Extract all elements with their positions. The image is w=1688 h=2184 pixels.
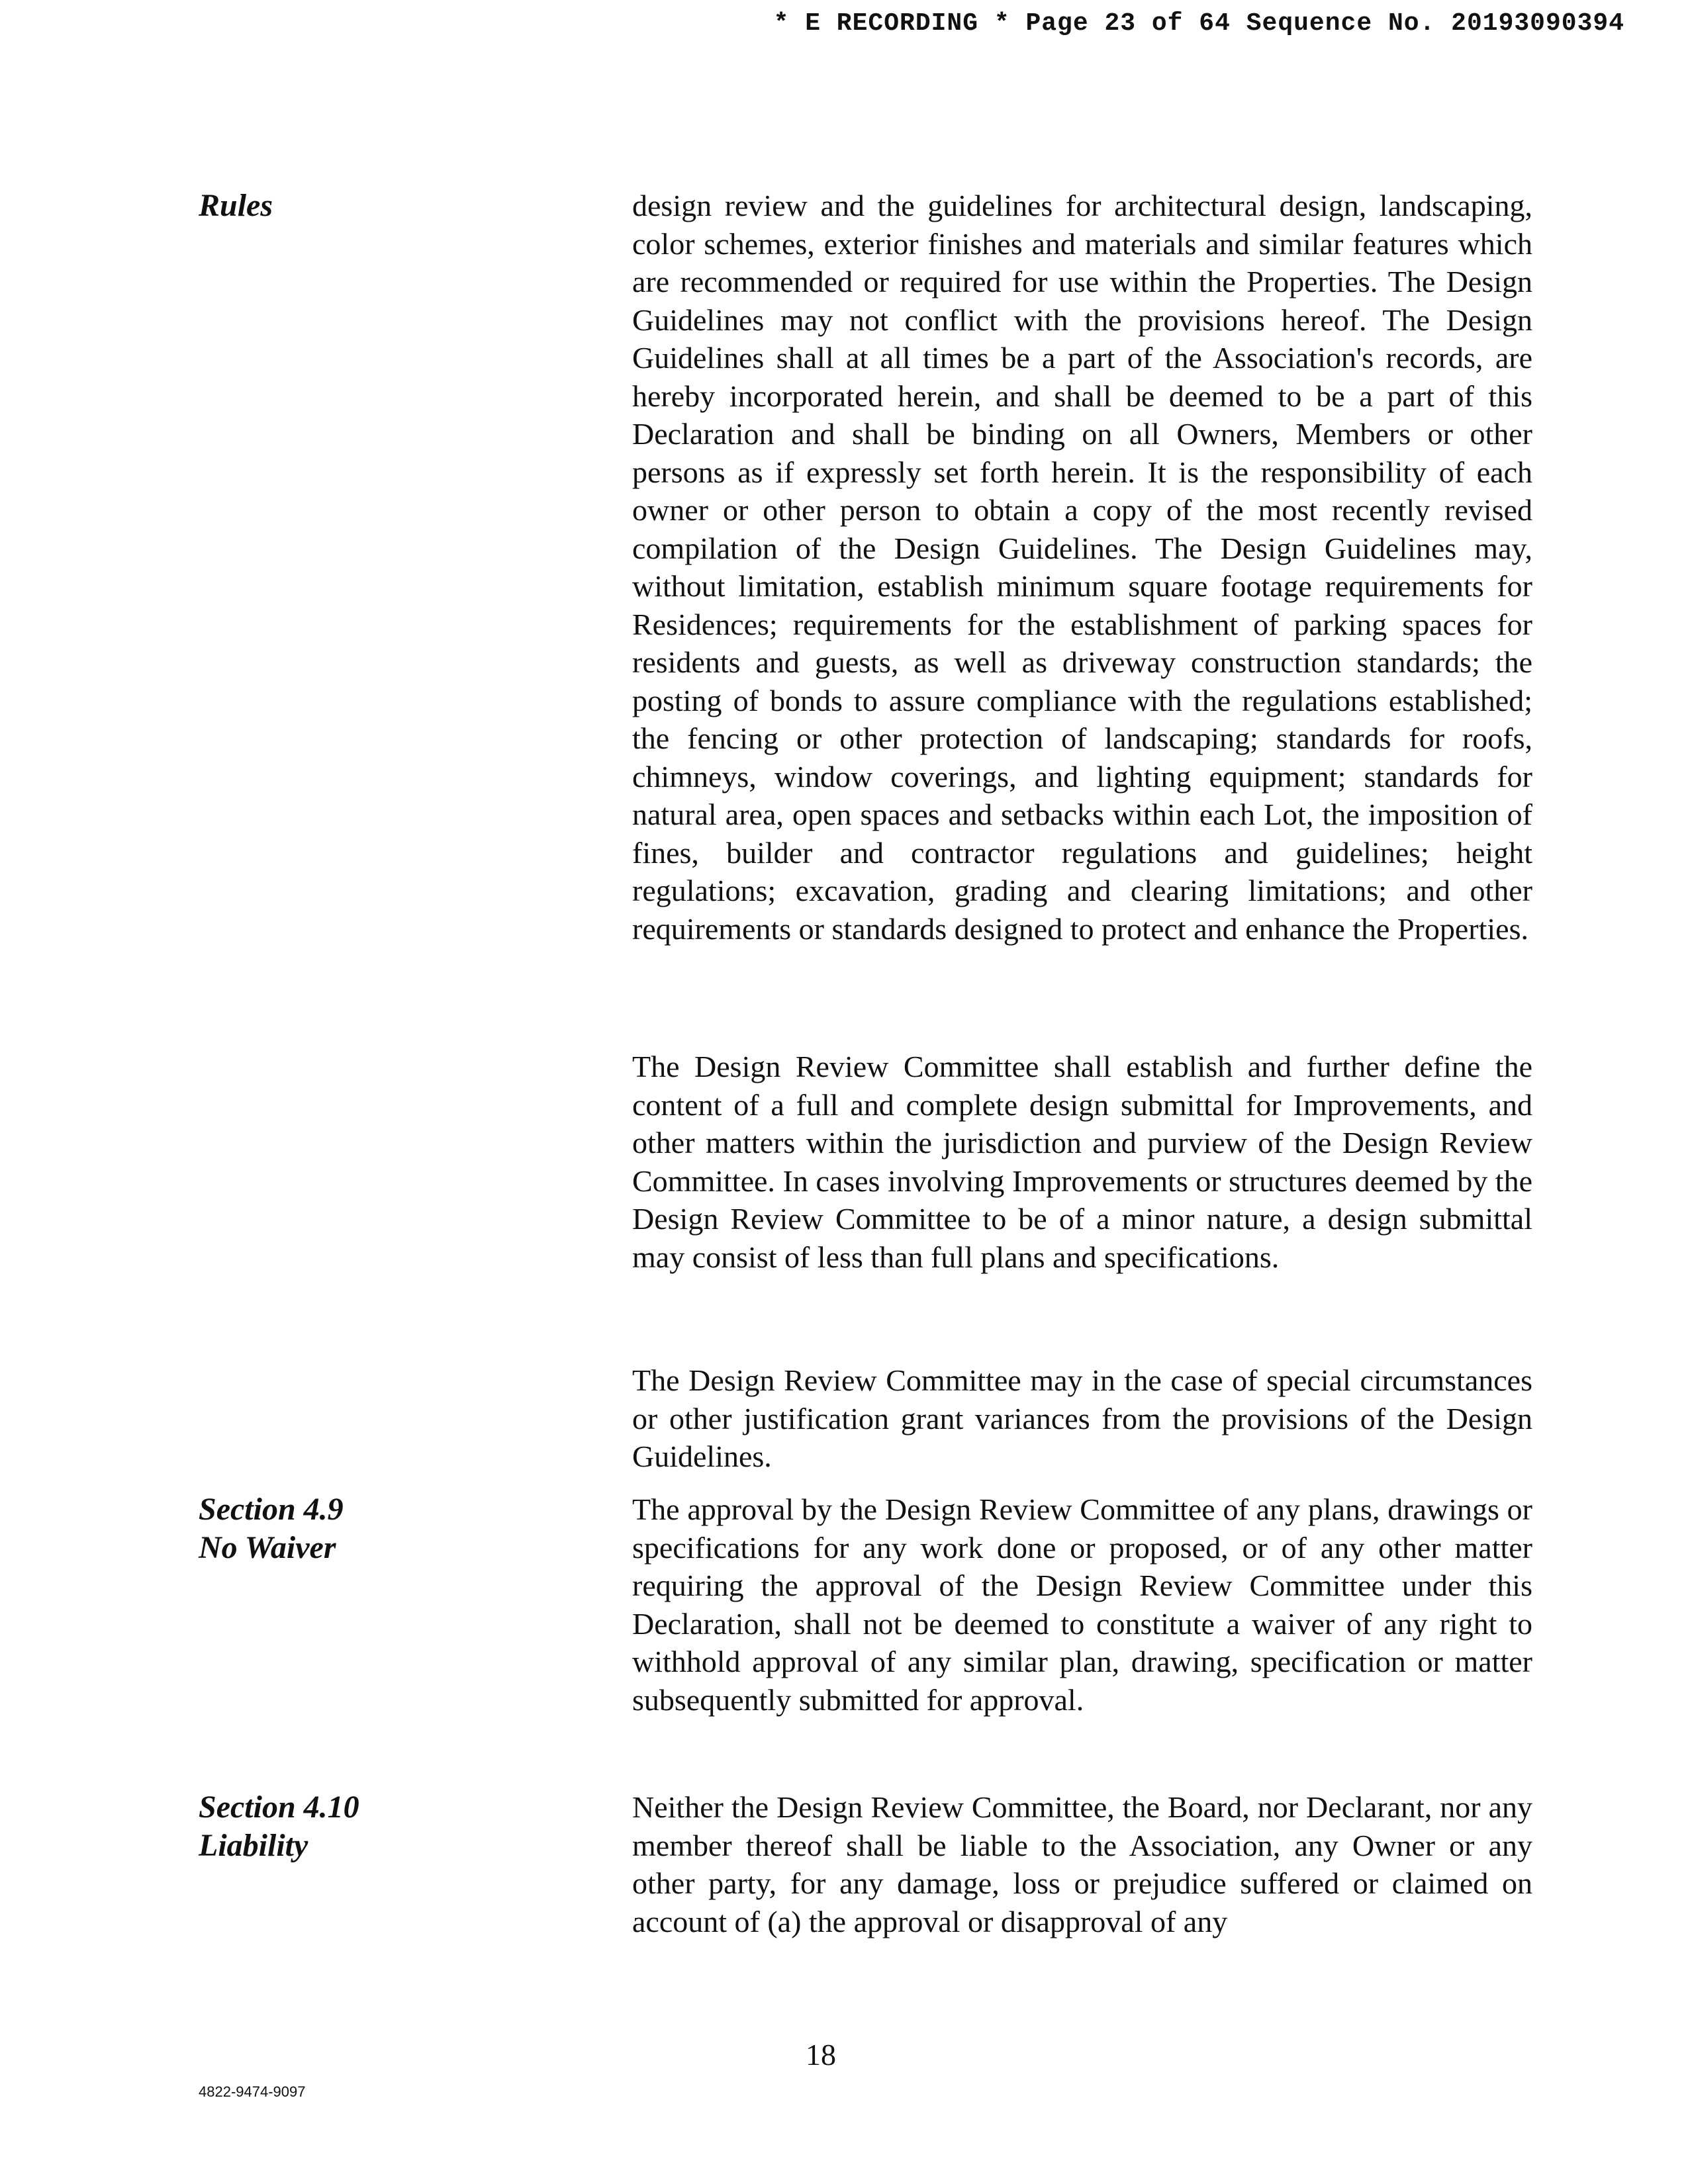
section-heading-rules	[199, 187, 596, 225]
heading-line: No Waiver	[199, 1530, 336, 1565]
page-number: 18	[806, 2038, 836, 2071]
section-heading-4-9	[199, 1490, 596, 1567]
document-id: 4822-9474-9097	[199, 2083, 306, 2100]
recording-header: * E RECORDING * Page 23 of 64 Sequence No. 20193090394	[773, 9, 1624, 38]
section-body-rules-continued	[632, 1048, 1532, 1276]
section-heading-4-10	[199, 1788, 596, 1865]
heading-line: Rules	[199, 188, 273, 223]
section-body-rules-variances	[632, 1361, 1532, 1476]
section-body-4-9	[632, 1490, 1532, 1719]
paragraph: The Design Review Committee may in the case of special circumstances or other justification grant variances from the provisions of the Design Guidelines.	[632, 1363, 1532, 1473]
section-body-rules	[632, 187, 1532, 948]
paragraph: Neither the Design Review Committee, the Board, nor Declarant, nor any member thereof shall be liable to the Association, any Owner or any other party, for any damage, loss or prejudice suffered or claimed on account of (a) the approval or disapproval of any	[632, 1790, 1532, 1938]
section-body-4-10	[632, 1788, 1532, 1940]
paragraph: design review and the guidelines for architectural design, landscaping, color schemes, exterior finishes and materials and similar features which are recommended or required for use within the Properties. The Design Guidelines may not conflict with the provisions hereof. The Design Guidelines shall at all times be a part of the Association's records, are hereby incorporated herein, and shall be deemed to be a part of this Declaration and shall be binding on all Owners, Members or other persons as if expressly set forth herein. It is the responsibility of each owner or other person to obtain a copy of the most recently revised compilation of the Design Guidelines. The Design Guidelines may, without limitation, establish minimum square footage requirements for Residences; requirements for the establishment of parking spaces for residents and guests, as well as driveway construction standards; the posting of bonds to assure compliance with the regulations established; the fencing or other protection of landscaping; standards for roofs, chimneys, window coverings, and lighting equipment; standards for natural area, open spaces and setbacks within each Lot, the imposition of fines, builder and contractor regulations and guidelines; height regulations; excavation, grading and clearing limitations; and other requirements or standards designed to protect and enhance the Properties.	[632, 189, 1532, 946]
heading-line: Liability	[199, 1828, 308, 1863]
heading-line: Section 4.10	[199, 1790, 359, 1825]
heading-line: Section 4.9	[199, 1492, 344, 1527]
paragraph: The Design Review Committee shall establish and further define the content of a full and complete design submittal for Improvements, and other matters within the jurisdiction and purview of the Design Review Committee. In cases involving Improvements or structures deemed by the Design Review Committee to be of a minor nature, a design submittal may consist of less than full plans and specifications.	[632, 1050, 1532, 1274]
paragraph: The approval by the Design Review Committee of any plans, drawings or specifications for any work done or proposed, or of any other matter requiring the approval of the Design Review Committee under this Declaration, shall not be deemed to constitute a waiver of any right to withhold approval of any similar plan, drawing, specification or matter subsequently submitted for approval.	[632, 1492, 1532, 1717]
